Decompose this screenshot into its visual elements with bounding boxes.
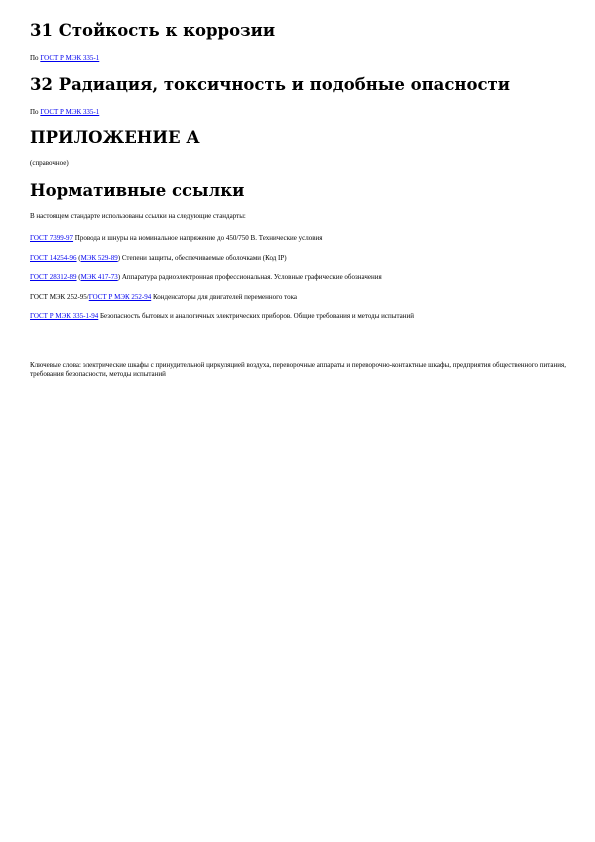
section-31-paragraph	[30, 54, 99, 63]
references-intro: В настоящем стандарте использованы ссылки на следующие стандарты:	[30, 212, 246, 220]
section-31-prefix: По	[30, 54, 41, 62]
references-heading: Нормативные ссылки	[30, 181, 245, 200]
appendix-heading: ПРИЛОЖЕНИЕ А	[30, 128, 200, 147]
reference-bracket-open: (	[76, 273, 81, 281]
reference-iec-link[interactable]: МЭК 417-73	[80, 273, 118, 281]
reference-text: ) Аппаратура радиоэлектронная профессиональная. Условные графические обозначения	[117, 273, 382, 281]
section-32-paragraph	[30, 108, 99, 117]
section-31-heading: 31 Стойкость к коррозии	[30, 21, 276, 40]
reference-link[interactable]: ГОСТ 7399-97	[30, 234, 74, 242]
reference-link[interactable]: ГОСТ 14254-96	[30, 254, 77, 262]
reference-item	[30, 234, 323, 243]
reference-text: Провода и шнуры на номинальное напряжение до 450/750 В. Технические условия	[73, 234, 323, 242]
appendix-note: (справочное)	[30, 159, 69, 167]
section-32-prefix: По	[30, 108, 41, 116]
reference-link[interactable]: ГОСТ Р МЭК 335-1-94	[30, 312, 99, 320]
reference-item	[30, 273, 382, 282]
reference-iec-link[interactable]: МЭК 529-89	[80, 254, 118, 262]
reference-item	[30, 293, 297, 302]
reference-link[interactable]: ГОСТ Р МЭК 252-94	[88, 293, 152, 301]
reference-link[interactable]: ГОСТ 28312-89	[30, 273, 77, 281]
reference-plain-text: ГОСТ МЭК 252-95/	[30, 293, 89, 301]
section-32-heading: 32 Радиация, токсичность и подобные опасности	[30, 75, 510, 94]
reference-text: Безопасность бытовых и аналогичных электрических приборов. Общие требования и методы испытаний	[98, 312, 414, 320]
reference-text: ) Степени защиты, обеспечиваемые оболочками (Код IP)	[117, 254, 287, 262]
reference-text: Конденсаторы для двигателей переменного тока	[151, 293, 297, 301]
reference-item	[30, 254, 287, 263]
section-32-gost-link[interactable]: ГОСТ Р МЭК 335-1	[40, 108, 100, 116]
section-31-gost-link[interactable]: ГОСТ Р МЭК 335-1	[40, 54, 100, 62]
reference-bracket-open: (	[76, 254, 81, 262]
keywords-paragraph: Ключевые слова: электрические шкафы с принудительной циркуляцией воздуха, переворочные аппараты и переворочно-контактные шкафы, предприятия общественного питания, требования безопасности, методы испытаний	[30, 361, 566, 378]
reference-item	[30, 312, 414, 321]
